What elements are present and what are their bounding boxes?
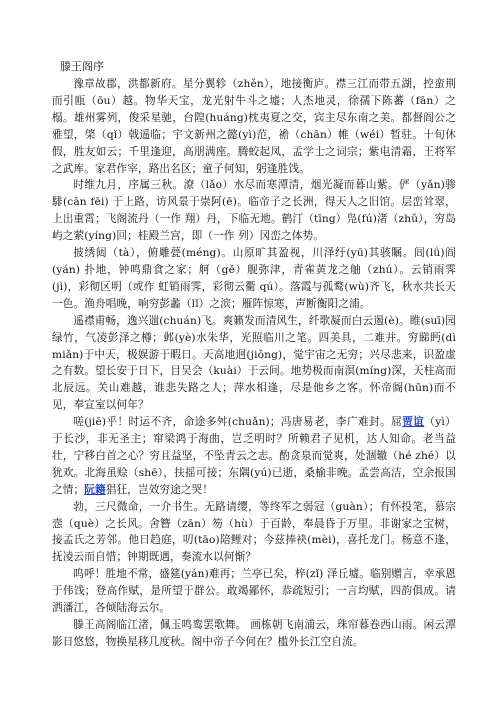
- paragraph-text: 遥襟甫畅，逸兴遄(chuán)飞。爽籁发而清风生，纤歌凝而白云遏(è)。睢(suī)园绿竹，气凌彭泽之樽；邺(yè)水朱华，光照临川之笔。四美具，二难并。穷睇眄(dì miǎn)于中天，极娱游于暇日。天高地迥(jiǒng)，觉宇宙之无穷；兴尽悲来，识盈虚之有数。望长安于日下，目吴会（kuài）于云间。地势极而南溟(míng)深，天柱高而北辰远。关山难越，谁悲失路之人；萍水相逢，尽是他乡之客。怀帝阍(hūn)而不见，奉宣室以何年？: [52, 314, 456, 412]
- paragraph-text: 猖狂，岂效穷途之哭！: [105, 483, 214, 496]
- paragraph: [52, 76, 456, 177]
- paragraph: [52, 499, 456, 567]
- paragraph-text: 滕王高阁临江渚，佩玉鸣鸾罢歌舞。 画栋朝飞南浦云，珠帘暮卷西山雨。闲云潭影日悠悠，物换星移几度秋。阁中帝子今何在？槛外长江空自流。: [52, 619, 456, 648]
- paragraph: [52, 245, 456, 313]
- paragraph-list: [52, 76, 456, 651]
- paragraph: [52, 414, 456, 499]
- paragraph-text: 勃，三尺微命，一介书生。无路请缨，等终军之弱冠（guàn）；有怀投笔，慕宗悫（què）之长风。舍簪（zān）笏（hù）于百龄，奉晨昏于万里。非谢家之宝树，接孟氏之芳邻。他日趋庭，叨(tāo)陪鲤对；今兹捧袂(mèi)，喜托龙门。杨意不逢，抚凌云而自惜；钟期既遇，奏流水以何惭？: [52, 500, 456, 564]
- paragraph-text: 时维九月，序属三秋。潦（lǎo）水尽而寒潭清，烟光凝而暮山紫。俨（yǎn)骖騑(cān fēi) 于上路，访风景于崇阿(ē)。临帝子之长洲，得天人之旧馆。层峦耸翠，上出重霄；飞阁流丹（一作 翔）丹，下临无地。鹤汀（tīng）凫(fú)渚（zhǔ），穷岛屿之萦(yíng)回；桂殿兰宫，即（一作 列）冈峦之体势。: [52, 179, 456, 243]
- paragraph-text: 豫章故郡，洪都新府。星分翼轸（zhěn），地接衡庐。襟三江而带五湖，控蛮荆而引瓯（ōu）越。物华天宝，龙光射牛斗之墟；人杰地灵，徐孺下陈蕃（fān）之榻。雄州雾列，俊采星驰，台隍(huáng)枕夷夏之交，宾主尽东南之美。都督阎公之雅望，棨（qǐ）戟遥临；宇文新州之懿(yì)范，襜（chān）帷（wéi）暂驻。十旬休假，胜友如云；千里逢迎，高朋满座。腾蛟起凤，孟学士之词宗；紫电清霜，王将军之武库。家君作宰，路出名区；童子何知，躬逢胜饯。: [52, 78, 456, 175]
- paragraph: [52, 617, 456, 651]
- highlighted-link[interactable]: 贾谊: [402, 416, 425, 429]
- paragraph: [52, 566, 456, 617]
- paragraph: [52, 177, 456, 245]
- paragraph-text: 披绣闼（tà），俯雕甍(méng)。山原旷其盈视，川泽纡(yū)其骇瞩。闾(lǘ)阎(yán) 扑地，钟鸣鼎食之家；舸（gě）舰弥津，青雀黄龙之舳（zhú）。云销雨霁(jì)，彩彻区明（或作 虹销雨霁，彩彻云衢 qú）。落霞与孤鹜(wù)齐飞，秋水共长天一色。渔舟唱晚，响穷彭蠡（lǐ）之滨；雁阵惊寒，声断衡阳之浦。: [52, 247, 456, 310]
- paragraph-text: 嗟(jiē)乎！时运不齐，命途多舛(chuǎn)；冯唐易老，李广难封。屈: [73, 416, 403, 429]
- highlighted-link[interactable]: 阮籍: [84, 483, 106, 496]
- document-title: 滕王阁序: [60, 60, 104, 73]
- paragraph-text: （yì）于长沙，非无圣主；窜梁鸿于海曲，岂乏明时？所赖君子见机，达人知命。老当益壮，宁移白首之心？穷且益坚，不坠青云之志。酌贪泉而觉爽，处涸辙（hé zhé）以犹欢。北海虽赊（shē），扶摇可接；东隅(yú)已逝，桑榆非晚。孟尝高洁，空余报国之情；: [52, 416, 456, 496]
- paragraph: [52, 313, 456, 414]
- paragraph-text: 呜呼！胜地不常，盛筵(yán)难再；兰亭已矣，梓(zǐ) 泽丘墟。临别赠言，幸承恩于伟饯；登高作赋，是所望于群公。敢竭鄙怀，恭疏短引；一言均赋，四韵俱成。请洒潘江，各倾陆海云尔。: [52, 568, 456, 615]
- document-body: [52, 59, 456, 651]
